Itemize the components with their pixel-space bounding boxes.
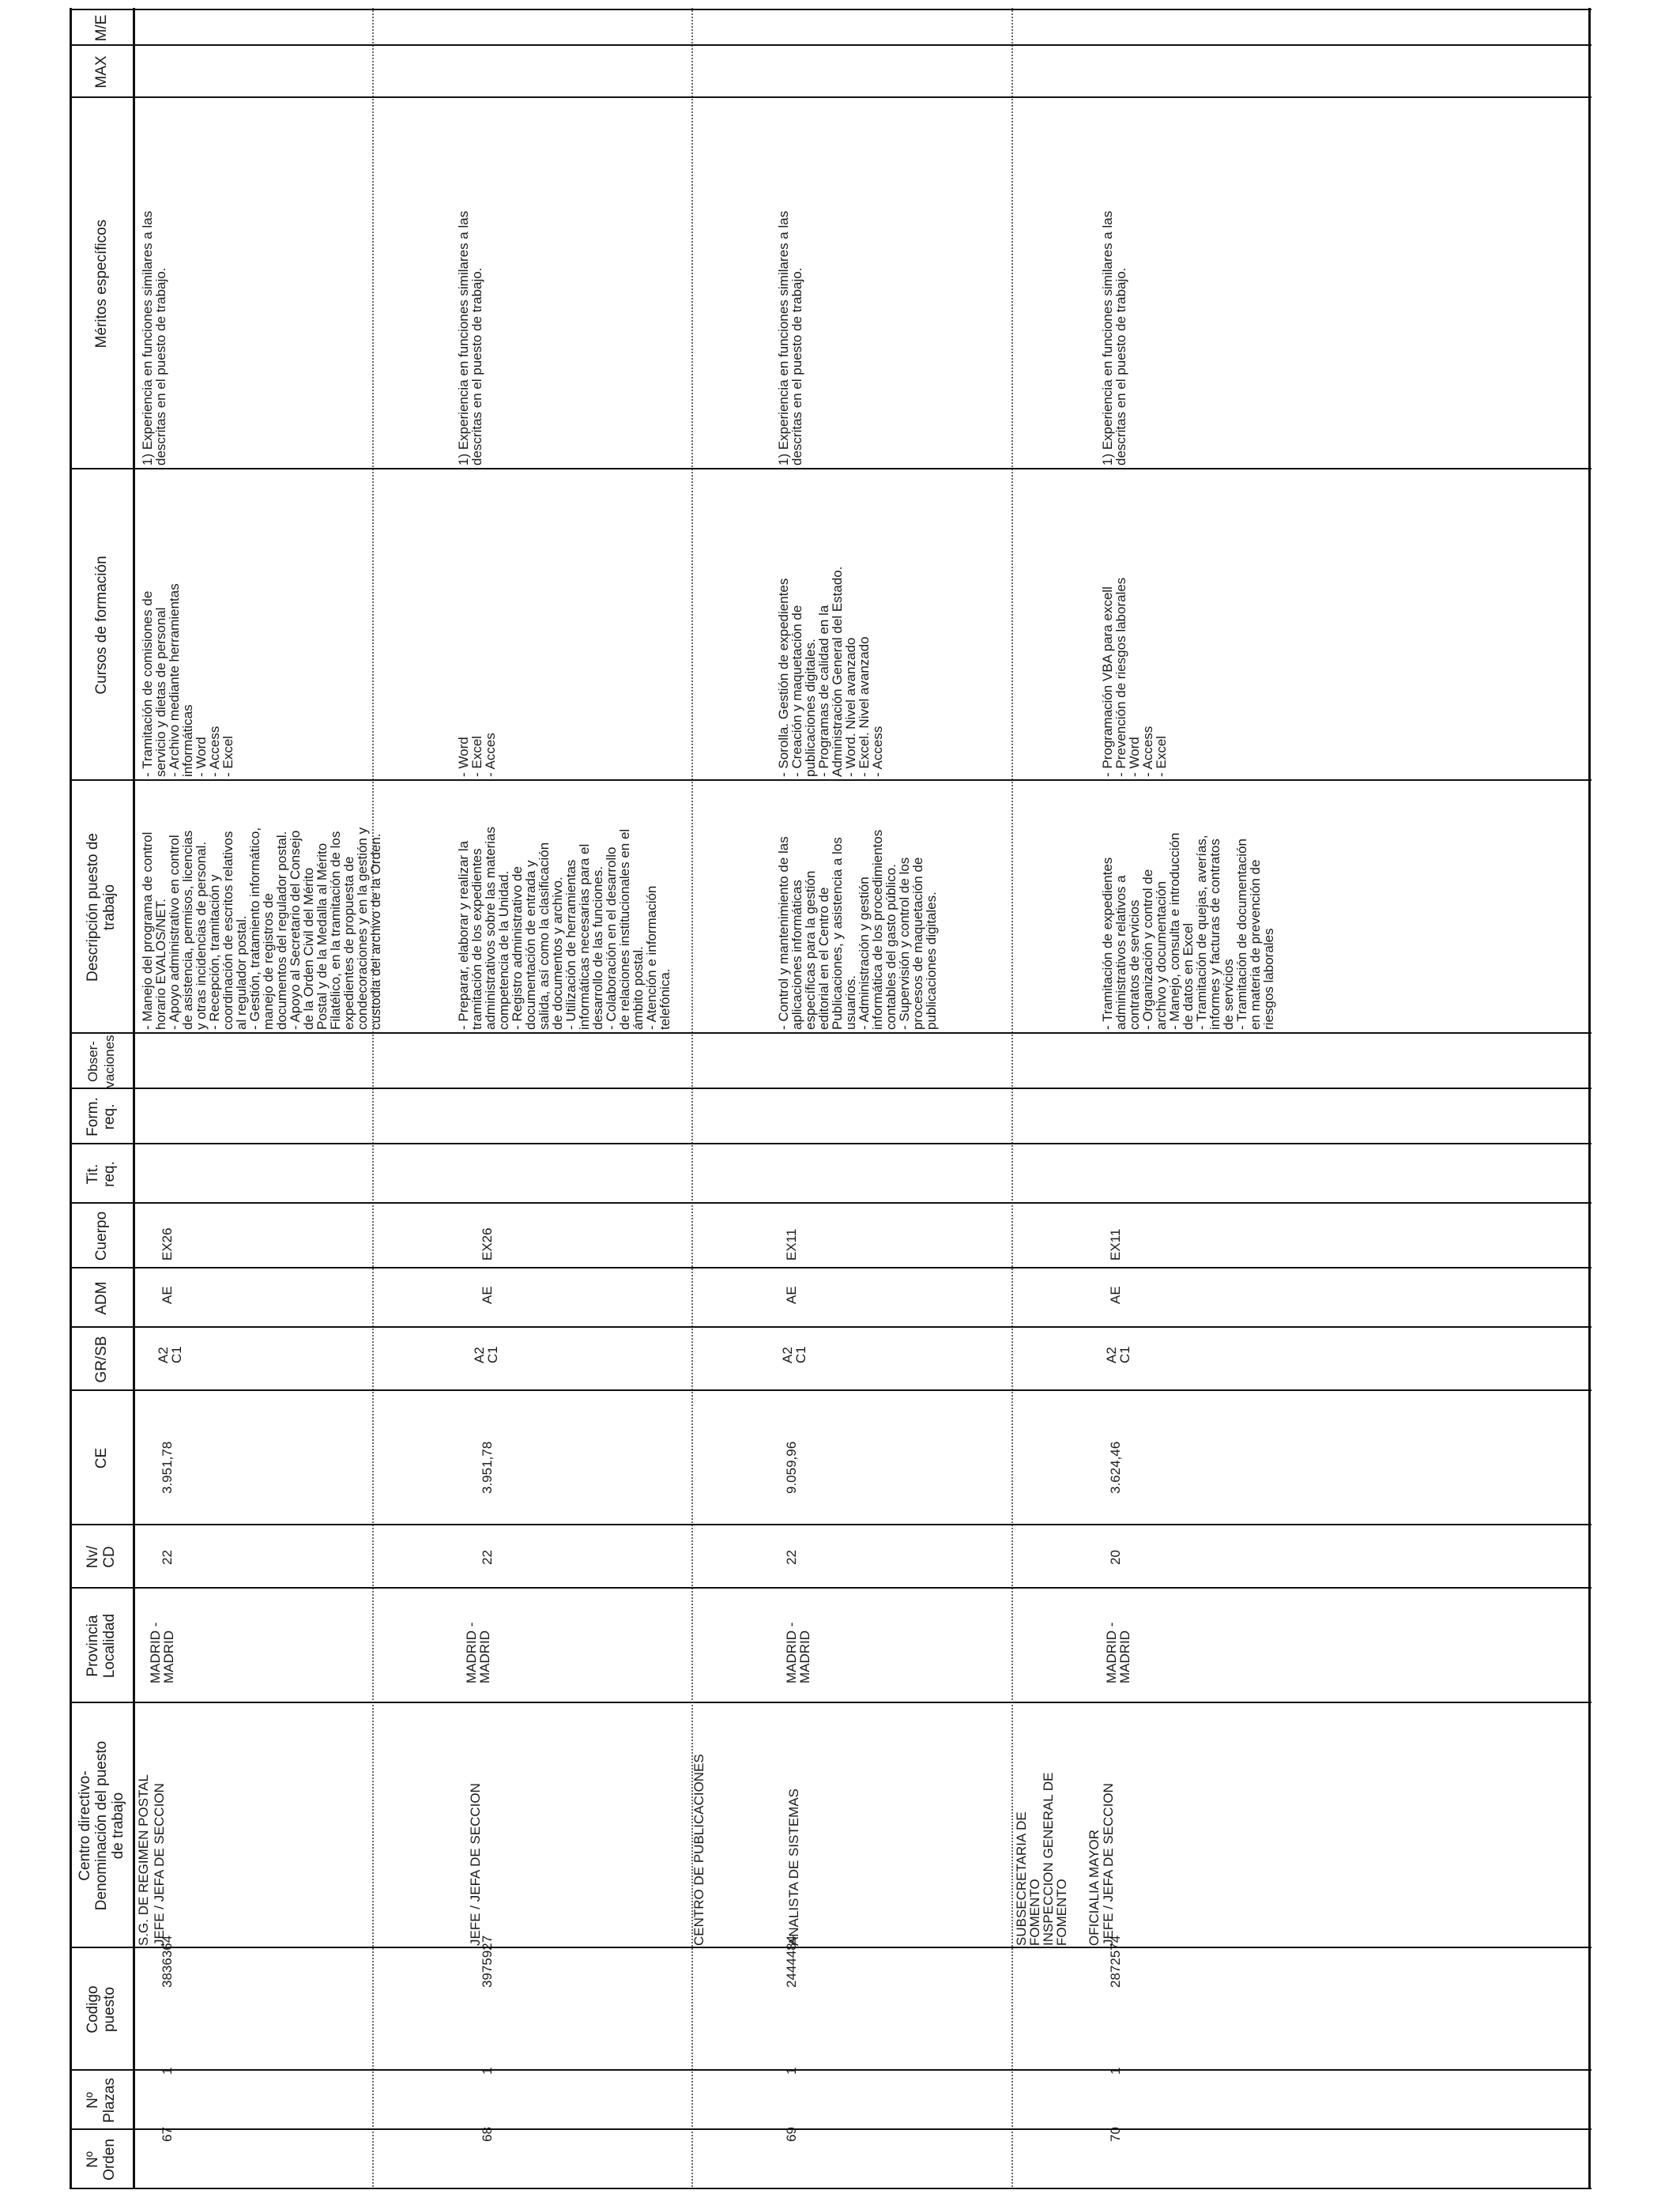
cell-plazas: 1 — [160, 2067, 175, 2075]
header-codigo: Codigo puesto — [85, 1985, 118, 2034]
cell-grsb: A2 C1 — [1104, 1346, 1132, 1363]
cell-adm: AE — [480, 1286, 495, 1304]
cell-meritos: 1) Experiencia en funciones similares a las descritas en el puesto de trabajo. — [456, 210, 484, 466]
cell-cursos: - Tramitación de comisiones de servicio y dietas de personal - Archivo mediante herramientas informáticas - Word - Access - Excel — [140, 583, 235, 777]
header-cuerpo: Cuerpo — [92, 1211, 110, 1261]
header-me: M/E — [92, 14, 110, 42]
header-meritos: Méritos específicos — [92, 219, 110, 349]
header-ce: CE — [92, 1447, 110, 1469]
cell-provincia: MADRID - MADRID — [464, 1622, 492, 1683]
cell-ce: 3.624,46 — [1108, 1441, 1123, 1494]
cell-orden: 70 — [1108, 2127, 1123, 2142]
cell-denominacion: JEFE / JEFA DE SECCION — [468, 1783, 483, 1946]
header-plazas: Nº Plazas — [85, 2077, 118, 2124]
group-label: S.G. DE REGIMEN POSTAL — [136, 1774, 151, 1946]
cell-plazas: 1 — [1108, 2067, 1123, 2075]
cell-denominacion: ANALISTA DE SISTEMAS — [786, 1788, 801, 1946]
header-adm: ADM — [92, 1281, 110, 1315]
cell-cuerpo: EX26 — [480, 1227, 495, 1261]
cell-cuerpo: EX11 — [784, 1228, 799, 1261]
header-descripcion: Descripción puesto de trabajo — [85, 833, 118, 982]
cell-descripcion: - Tramitación de expedientes administrativos relativos a contratos de servicios - Organización y control de archivo y documentación - Manejo, consulta e introducción de datos en Excel - Tramitación de quejas, averías, informes y facturas de contratos de servicios - Tramitación de documentación en materia de prevención de riesgos laborales — [1100, 832, 1276, 1030]
header-provincia: Provincia Localidad — [85, 1613, 118, 1679]
cell-provincia: MADRID - MADRID — [1104, 1622, 1132, 1683]
cell-descripcion: - Preparar, elaborar y realizar la tramitación de los expedientes administrativos sobre las materias competencia de la Unidad. - Registro administrativo de documentación de entrada y salida, así como la clasificación de documentos y archivo. - Utilización de herramientas informáticas necesarias para el desarrollo de las funciones. - Colaboración en el desarrollo de relaciones institucionales en el ámbito postal. - Atención e información telefónica. — [456, 827, 672, 1030]
header-cursos: Cursos de formación — [92, 556, 110, 695]
cell-cuerpo: EX26 — [160, 1227, 175, 1261]
cell-meritos: 1) Experiencia en funciones similares a las descritas en el puesto de trabajo. — [140, 210, 168, 466]
cell-ce: 9.059,96 — [784, 1441, 799, 1494]
cell-orden: 67 — [160, 2127, 175, 2142]
cell-cursos: - Sorolla. Gestión de expedientes - Creación y maquetación de publicaciones digitales. - Programas de calidad en la Administración General del Estado. - Word. Nivel avanzado - Excel. Nivel avanzado - Access — [776, 566, 885, 777]
cell-provincia: MADRID - MADRID — [784, 1622, 812, 1683]
cell-cuerpo: EX11 — [1108, 1228, 1123, 1261]
group-label: CENTRO DE PUBLICACIONES — [691, 1754, 706, 1946]
cell-codigo: 3975927 — [480, 1935, 495, 1988]
cell-grsb: A2 C1 — [472, 1346, 500, 1363]
cell-orden: 68 — [480, 2127, 495, 2142]
cell-nv: 20 — [1108, 1550, 1123, 1565]
cell-adm: AE — [1108, 1286, 1123, 1304]
cell-grsb: A2 C1 — [156, 1346, 184, 1363]
cell-descripcion: - Manejo del programa de control horario EVALOS/NET. - Apoyo administrativo en control de asistencia, permisos, licencias y otras incidencias de personal. - Recepción, tramitación y coordinación de escritos relativos al regulador postal. - Gestión, tratamiento informático, manejo de registros de documentos del regulador postal. - Apoyo al Secretario del Consejo de la Orden Civil del Mérito Postal y de la Medalla al Mérito Filatélico, en la tramitación de los expedientes de propuesta de condecoraciones y en la gestión y custodia del archivo de la Orden. — [140, 827, 383, 1030]
cell-nv: 22 — [784, 1550, 799, 1565]
cell-ce: 3.951,78 — [480, 1441, 495, 1494]
group-label: SUBSECRETARIA DE FOMENTO INSPECCION GENERAL DE FOMENTO — [1014, 1772, 1069, 1946]
positions-table — [70, 8, 1591, 2189]
cell-adm: AE — [160, 1286, 175, 1304]
cell-codigo: 3836364 — [160, 1935, 175, 1988]
header-orden: Nº Orden — [85, 2139, 118, 2181]
cell-adm: AE — [784, 1286, 799, 1304]
cell-plazas: 1 — [480, 2067, 495, 2075]
cell-nv: 22 — [160, 1550, 175, 1565]
header-tit: Tit. req. — [85, 1161, 118, 1187]
header-nv: Nv/ CD — [85, 1545, 118, 1569]
header-max: MAX — [92, 55, 110, 89]
header-obs: Obser- vaciones — [85, 1035, 117, 1088]
cell-denominacion: JEFE / JEFA DE SECCION — [152, 1783, 167, 1946]
cell-codigo: 2444484 — [784, 1935, 799, 1988]
cell-grsb: A2 C1 — [780, 1346, 808, 1363]
cell-denominacion: JEFE / JEFA DE SECCION — [1101, 1783, 1116, 1946]
cell-ce: 3.951,78 — [160, 1441, 175, 1494]
cell-descripcion: - Control y mantenimiento de las aplicaciones informáticas específicas para la gestión editorial en el Centro de Publicaciones, y asistencia a los usuarios. - Administración y gestión informática de los procedimientos contables del gasto público. - Supervisión y control de los procesos de maquetación de publicaciones digitales. — [776, 829, 939, 1030]
header-centro: Centro directivo- Denominación del puesto de trabajo — [76, 1740, 126, 1911]
cell-meritos: 1) Experiencia en funciones similares a las descritas en el puesto de trabajo. — [1100, 210, 1128, 466]
header-form: Form. req. — [85, 1097, 118, 1137]
cell-cursos: - Word - Excel - Acces — [456, 733, 498, 777]
cell-meritos: 1) Experiencia en funciones similares a las descritas en el puesto de trabajo. — [776, 210, 804, 466]
cell-codigo: 2872574 — [1108, 1935, 1123, 1988]
cell-nv: 22 — [480, 1550, 495, 1565]
cell-orden: 69 — [784, 2127, 799, 2142]
cell-provincia: MADRID - MADRID — [148, 1622, 176, 1683]
header-grsb: GR/SB — [92, 1336, 110, 1383]
cell-cursos: - Programación VBA para excell - Prevención de riesgos laborales - Word - Access - Excel — [1100, 577, 1169, 777]
cell-plazas: 1 — [784, 2067, 799, 2075]
group-label: OFICIALIA MAYOR — [1087, 1829, 1102, 1946]
